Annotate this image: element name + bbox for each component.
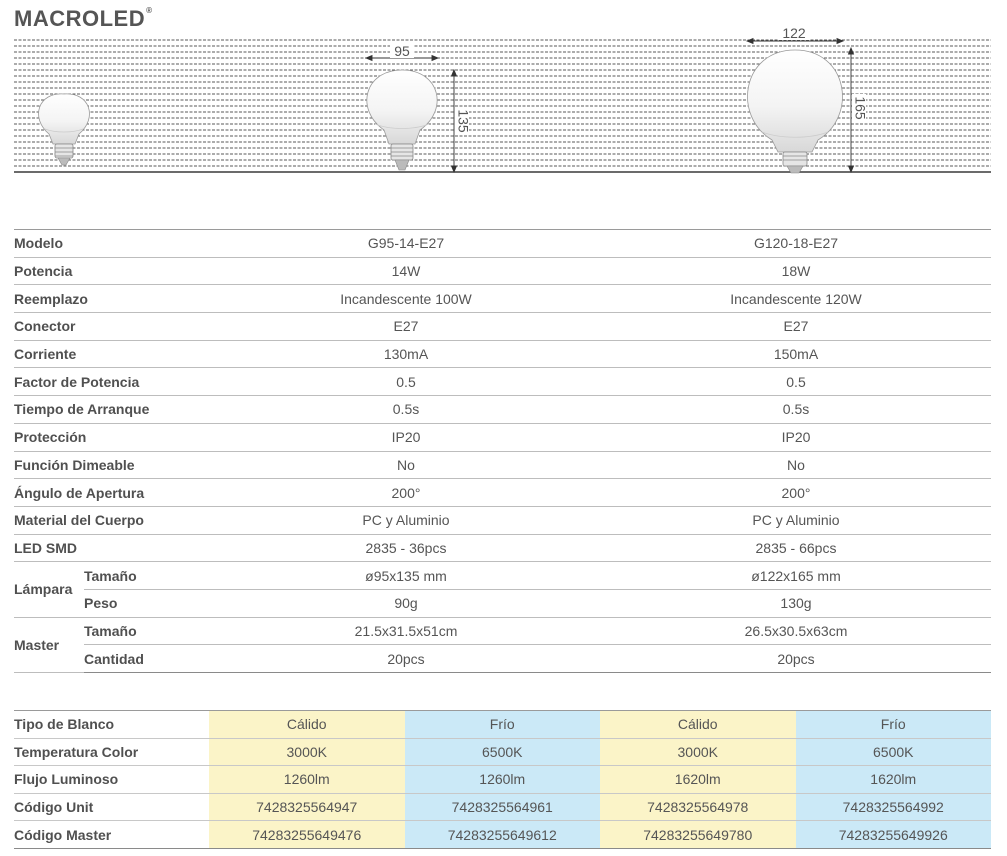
spec-value: 18W (601, 257, 991, 285)
spec-value: 130g (601, 589, 991, 617)
spec-value: 200° (211, 479, 601, 507)
table-row (14, 738, 991, 766)
table-row (14, 368, 991, 396)
variant-cell: 7428325564947 (209, 793, 405, 821)
table-row (14, 617, 991, 645)
variant-cell: 6500K (405, 738, 601, 766)
registered-mark: ® (146, 6, 153, 15)
spec-value: No (601, 451, 991, 479)
variant-cell: 1620lm (600, 766, 796, 794)
group-label-master: Master (14, 617, 84, 672)
table-row (14, 711, 991, 739)
variant-label: Código Unit (14, 793, 209, 821)
table-row (14, 340, 991, 368)
spec-value: IP20 (211, 423, 601, 451)
spec-sublabel: Tamaño (84, 562, 211, 590)
spec-value: 26.5x30.5x63cm (601, 617, 991, 645)
spec-value: 130mA (211, 340, 601, 368)
spec-value: PC y Aluminio (211, 506, 601, 534)
table-row (14, 534, 991, 562)
spec-value: 200° (601, 479, 991, 507)
spec-label: Material del Cuerpo (14, 506, 211, 534)
variant-cell: 1620lm (796, 766, 992, 794)
table-row (14, 451, 991, 479)
spec-value: 0.5 (601, 368, 991, 396)
table-row (14, 821, 991, 849)
spec-label: Corriente (14, 340, 211, 368)
spec-value: 21.5x31.5x51cm (211, 617, 601, 645)
variant-cell: 1260lm (209, 766, 405, 794)
group-label-lampara: Lámpara (14, 562, 84, 617)
spec-value: ø122x165 mm (601, 562, 991, 590)
spec-value: G95-14-E27 (211, 230, 601, 258)
variant-cell: Frío (405, 711, 601, 739)
spec-label: Modelo (14, 230, 211, 258)
spec-value: ø95x135 mm (211, 562, 601, 590)
spec-value: E27 (601, 313, 991, 341)
variant-cell: 7428325564978 (600, 793, 796, 821)
spec-value: No (211, 451, 601, 479)
variant-cell: 74283255649612 (405, 821, 601, 849)
spec-label: LED SMD (14, 534, 211, 562)
spec-value: Incandescente 100W (211, 285, 601, 313)
spec-value: 20pcs (211, 645, 601, 673)
variant-cell: Cálido (209, 711, 405, 739)
variant-cell: 7428325564992 (796, 793, 992, 821)
table-row (14, 230, 991, 258)
spec-sublabel: Tamaño (84, 617, 211, 645)
spec-table (14, 229, 991, 673)
bulb-dimension-diagram (0, 26, 1007, 181)
spec-value: 2835 - 66pcs (601, 534, 991, 562)
spec-label: Ángulo de Apertura (14, 479, 211, 507)
spec-value: 90g (211, 589, 601, 617)
g120-width-label: 122 (782, 26, 806, 41)
variant-label: Código Master (14, 821, 209, 849)
g95-bulb-icon (367, 70, 437, 170)
variant-cell: 7428325564961 (405, 793, 601, 821)
variant-cell: 74283255649780 (600, 821, 796, 849)
table-row (14, 506, 991, 534)
table-row (14, 313, 991, 341)
table-row (14, 479, 991, 507)
brand-name: MACROLED (14, 6, 146, 31)
table-row (14, 793, 991, 821)
spec-label: Tiempo de Arranque (14, 396, 211, 424)
table-row (14, 257, 991, 285)
variant-cell: Frío (796, 711, 992, 739)
table-row (14, 562, 991, 590)
table-row (14, 645, 991, 673)
spec-value: 0.5 (211, 368, 601, 396)
variant-label: Temperatura Color (14, 738, 209, 766)
spec-value: E27 (211, 313, 601, 341)
spec-value: PC y Aluminio (601, 506, 991, 534)
table-row (14, 396, 991, 424)
spec-sublabel: Peso (84, 589, 211, 617)
variant-cell: Cálido (600, 711, 796, 739)
spec-sublabel: Cantidad (84, 645, 211, 673)
spec-value: 20pcs (601, 645, 991, 673)
table-row (14, 766, 991, 794)
table-row (14, 423, 991, 451)
variant-cell: 1260lm (405, 766, 601, 794)
spec-label: Factor de Potencia (14, 368, 211, 396)
spec-label: Protección (14, 423, 211, 451)
variant-cell: 74283255649476 (209, 821, 405, 849)
spec-label: Reemplazo (14, 285, 211, 313)
variant-cell: 6500K (796, 738, 992, 766)
g120-bulb-icon (748, 50, 843, 173)
table-row (14, 589, 991, 617)
table-row (14, 285, 991, 313)
variant-cell: 3000K (600, 738, 796, 766)
variant-label: Flujo Luminoso (14, 766, 209, 794)
spec-value: 0.5s (211, 396, 601, 424)
g95-height-label: 135 (455, 109, 472, 133)
spec-value: Incandescente 120W (601, 285, 991, 313)
spec-value: 2835 - 36pcs (211, 534, 601, 562)
g95-width-label: 95 (394, 43, 410, 59)
spec-label: Conector (14, 313, 211, 341)
variant-cell: 3000K (209, 738, 405, 766)
variant-cell: 74283255649926 (796, 821, 992, 849)
spec-value: IP20 (601, 423, 991, 451)
guide-lines (14, 40, 991, 166)
spec-value: 0.5s (601, 396, 991, 424)
spec-label: Potencia (14, 257, 211, 285)
spec-label: Función Dimeable (14, 451, 211, 479)
spec-value: 150mA (601, 340, 991, 368)
spec-value: 14W (211, 257, 601, 285)
spec-value: G120-18-E27 (601, 230, 991, 258)
variants-table (14, 710, 991, 849)
g120-height-label: 165 (852, 96, 869, 120)
variant-label: Tipo de Blanco (14, 711, 209, 739)
